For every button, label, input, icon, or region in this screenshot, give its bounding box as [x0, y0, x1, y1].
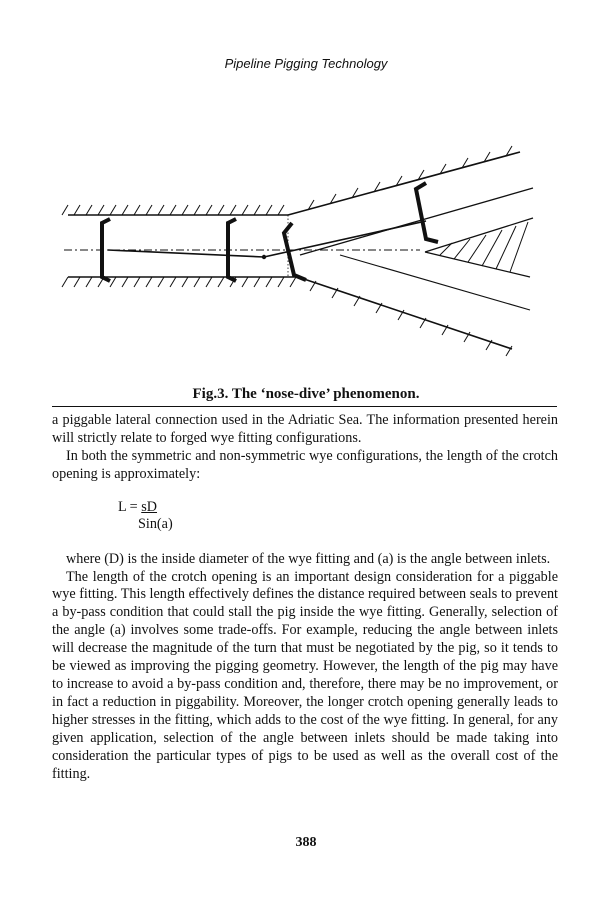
- page-number: 388: [295, 835, 317, 850]
- formula-lhs: L =: [118, 498, 138, 515]
- formula-denominator: Sin(a): [138, 515, 173, 532]
- figure-caption: Fig.3. The ‘nose-dive’ phenomenon.: [192, 386, 420, 402]
- crotch-length-formula: [118, 499, 558, 533]
- paragraph: where (D) is the inside diameter of the wye fitting and (a) is the angle between inlets.: [66, 550, 551, 567]
- pig-seal-nose: [284, 223, 306, 280]
- upper-branch-hatching: [308, 146, 512, 210]
- caption-rule: [52, 406, 557, 407]
- lower-branch-outer-wall: [298, 277, 512, 349]
- lower-branch-hatching: [310, 281, 512, 356]
- running-head: Pipeline Pigging Technology: [224, 56, 388, 71]
- nose-dive-figure: [40, 125, 560, 375]
- pig-body-rear: [108, 250, 264, 257]
- pipe-bottom-hatching: [62, 277, 296, 287]
- body-text: [52, 412, 558, 783]
- lower-branch-inner-wall: [340, 255, 530, 310]
- formula-numerator: sD: [141, 498, 158, 515]
- pig-seal-front: [416, 183, 438, 242]
- crotch-hatching: [440, 222, 528, 272]
- pipe-top-hatching: [62, 205, 284, 215]
- paragraph: In both the symmetric and non-symmetric wye configurations, the length of the crotch opening is approximately:: [52, 447, 558, 482]
- upper-branch-outer-wall: [288, 152, 520, 215]
- pig-joint: [262, 255, 266, 259]
- crotch-top-edge: [425, 218, 533, 252]
- crotch-bottom-edge: [425, 252, 530, 277]
- paragraph: The length of the crotch opening is an important design consideration for a piggable wye fitting. This length effectively defines the distance required between seals to prevent a by-pass condition that could stall the pig inside the wye fitting. Generally, selection of the angle (a) involves some trade-offs. For example, reducing the angle between inlets will decrease the magnitude of the turn that must be negotiated by the pig, so it tends to be viewed as improving the pigging geometry. However, the length of the pig may have to increase to avoid a by-pass condition and, therefore, there may be no improvement, or in fact a reduction in piggability. Moreover, the longer crotch opening generally leads to higher stresses in the fitting, which adds to the cost of the wye fitting. In general, for any given application, selection of the angle between inlets should be made taking into consideration the particular types of pigs to be used as well as the overall cost of the fitting.: [52, 568, 558, 782]
- paragraph: a piggable lateral connection used in the Adriatic Sea. The information presented herein will strictly relate to forged wye fitting configurations.: [52, 412, 558, 446]
